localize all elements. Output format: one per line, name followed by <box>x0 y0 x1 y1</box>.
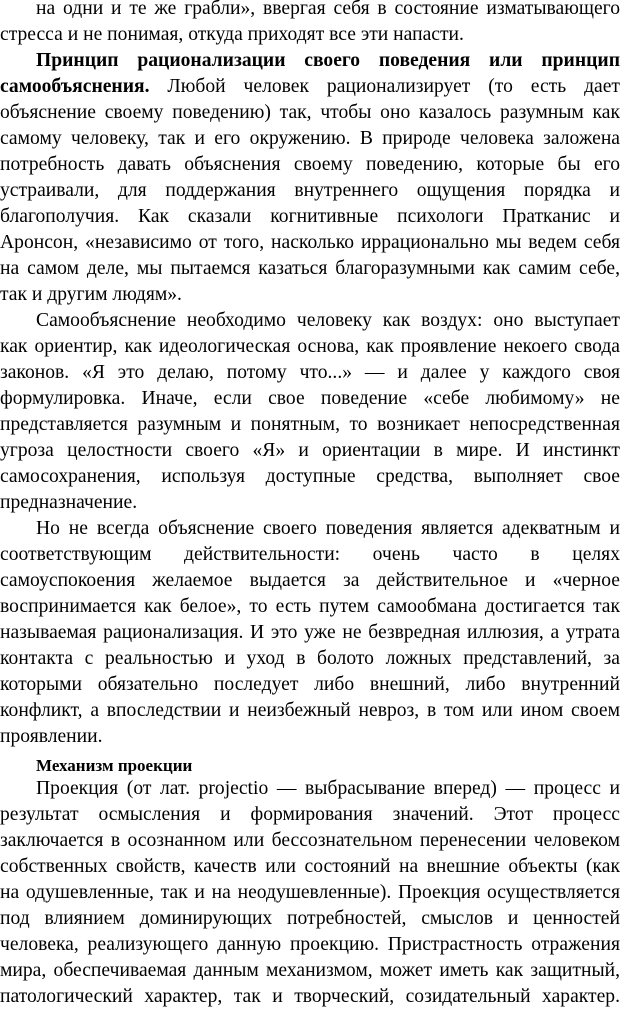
line-text: предназначение. <box>0 492 138 513</box>
line-text: так и другим людям». <box>0 284 182 305</box>
text-line <box>0 932 620 958</box>
text-line <box>0 906 620 932</box>
line-text: результат осмысления и формирования значений. Этот процесс <box>0 804 620 825</box>
line-text: воспринимается как белое», то есть путем самообмана достигается так <box>0 596 620 617</box>
line-text: потребность давать объяснения своему поведению, которые бы его <box>0 154 620 175</box>
bold-term: самообъяснения. <box>0 76 150 97</box>
line-text: устраивали, для поддержания внутреннего ощущения порядка и <box>0 180 620 201</box>
line-text: патологический характер, так и творческий, созидательный характер. <box>0 986 620 1007</box>
text-line <box>0 880 620 906</box>
line-text: самосохранения, используя доступные средства, выполняет свое <box>0 466 620 487</box>
text-line <box>0 152 620 178</box>
line-text: контакта с реальностью и уход в болото ложных представлений, за <box>0 648 620 669</box>
text-line <box>0 984 620 1010</box>
section-heading: Механизм проекции <box>36 756 193 775</box>
text-line <box>0 464 620 490</box>
line-text: Проекция (от лат. projectio — выбрасывание вперед) — процесс и <box>36 778 620 799</box>
line-text: конфликт, а впоследствии и неизбежный невроз, в том или ином своем <box>0 700 620 721</box>
text-line <box>0 334 620 360</box>
line-text: объяснение своему поведению) так, чтобы оно казалось разумным как <box>0 102 620 123</box>
line-text: на самом деле, мы пытаемся казаться благоразумными как самим себе, <box>0 258 620 279</box>
line-text: Но не всегда объяснение своего поведения является адекватным и <box>36 518 620 539</box>
line-text: формулировка. Иначе, если свое поведение «себе любимому» не <box>0 388 620 409</box>
text-line <box>0 828 620 854</box>
text-line <box>0 282 620 308</box>
line-text: на одни и те же грабли», ввергая себя в состояние изматывающего <box>36 0 620 19</box>
line-text: благополучия. Как сказали когнитивные психологи Пратканис и <box>0 206 620 227</box>
text-line <box>0 204 620 230</box>
text-line <box>0 854 620 880</box>
bold-term: Принцип рационализации своего поведения или принцип <box>36 50 620 71</box>
text-line <box>0 126 620 152</box>
text-line <box>0 22 620 48</box>
text-line <box>0 438 620 464</box>
text-line <box>0 490 620 516</box>
text-line <box>0 178 620 204</box>
line-text: стресса и не понимая, откуда приходят все эти напасти. <box>0 24 464 45</box>
text-line <box>0 698 620 724</box>
line-text: как ориентир, как идеологическая основа, как проявление некоего свода <box>0 336 620 357</box>
text-line <box>0 724 620 750</box>
line-text: Самообъяснение необходимо человеку как воздух: оно выступает <box>36 310 620 331</box>
text-line <box>0 74 620 100</box>
line-text: собственных свойств, качеств или состояний на внешние объекты (как <box>0 856 620 877</box>
line-text: самому человеку, так и его окружению. В природе человека заложена <box>0 128 620 149</box>
text-line <box>0 256 620 282</box>
text-line <box>0 672 620 698</box>
text-line <box>0 386 620 412</box>
line-text: под влиянием доминирующих потребностей, смыслов и ценностей <box>0 908 620 929</box>
line-text: угроза целостности своего «Я» и ориентации в мире. И инстинкт <box>0 440 620 461</box>
line-text: на одушевленные, так и на неодушевленные). Проекция осуществляется <box>0 882 620 903</box>
line-text: заключается в осознанном или бессознательном перенесении человеком <box>0 830 620 851</box>
text-line <box>0 646 620 672</box>
line-text: человека, реализующего данную проекцию. Пристрастность отражения <box>0 934 620 955</box>
line-text: законов. «Я это делаю, потому что...» — и далее у каждого своя <box>0 362 620 383</box>
text-line <box>0 412 620 438</box>
text-line <box>0 594 620 620</box>
text-line <box>0 776 620 802</box>
text-line <box>0 958 620 984</box>
text-line <box>0 0 620 22</box>
line-text: самоуспокоения желаемое выдается за действительное и «черное <box>0 570 620 591</box>
line-text: мира, обеспечиваемая данным механизмом, может иметь как защитный, <box>0 960 620 981</box>
line-text: проявлении. <box>0 726 103 747</box>
text-line <box>0 100 620 126</box>
text-line <box>0 308 620 334</box>
line-text: называемая рационализация. И это уже не безвредная иллюзия, а утрата <box>0 622 620 643</box>
text-line <box>0 230 620 256</box>
text-line <box>0 802 620 828</box>
line-text: представляется разумным и понятным, то возникает непосредственная <box>0 414 620 435</box>
line-text: соответствующим действительности: очень часто в целях <box>0 544 620 565</box>
line-text: Любой человек рационализирует (то есть дает <box>149 76 620 97</box>
text-line <box>0 516 620 542</box>
text-line <box>0 542 620 568</box>
text-line <box>0 360 620 386</box>
line-text: Аронсон, «независимо от того, насколько иррационально мы ведем себя <box>0 232 620 253</box>
text-line <box>0 620 620 646</box>
text-line <box>0 48 620 74</box>
text-line <box>0 568 620 594</box>
line-text: которыми обязательно последует либо внешний, либо внутренний <box>0 674 620 695</box>
